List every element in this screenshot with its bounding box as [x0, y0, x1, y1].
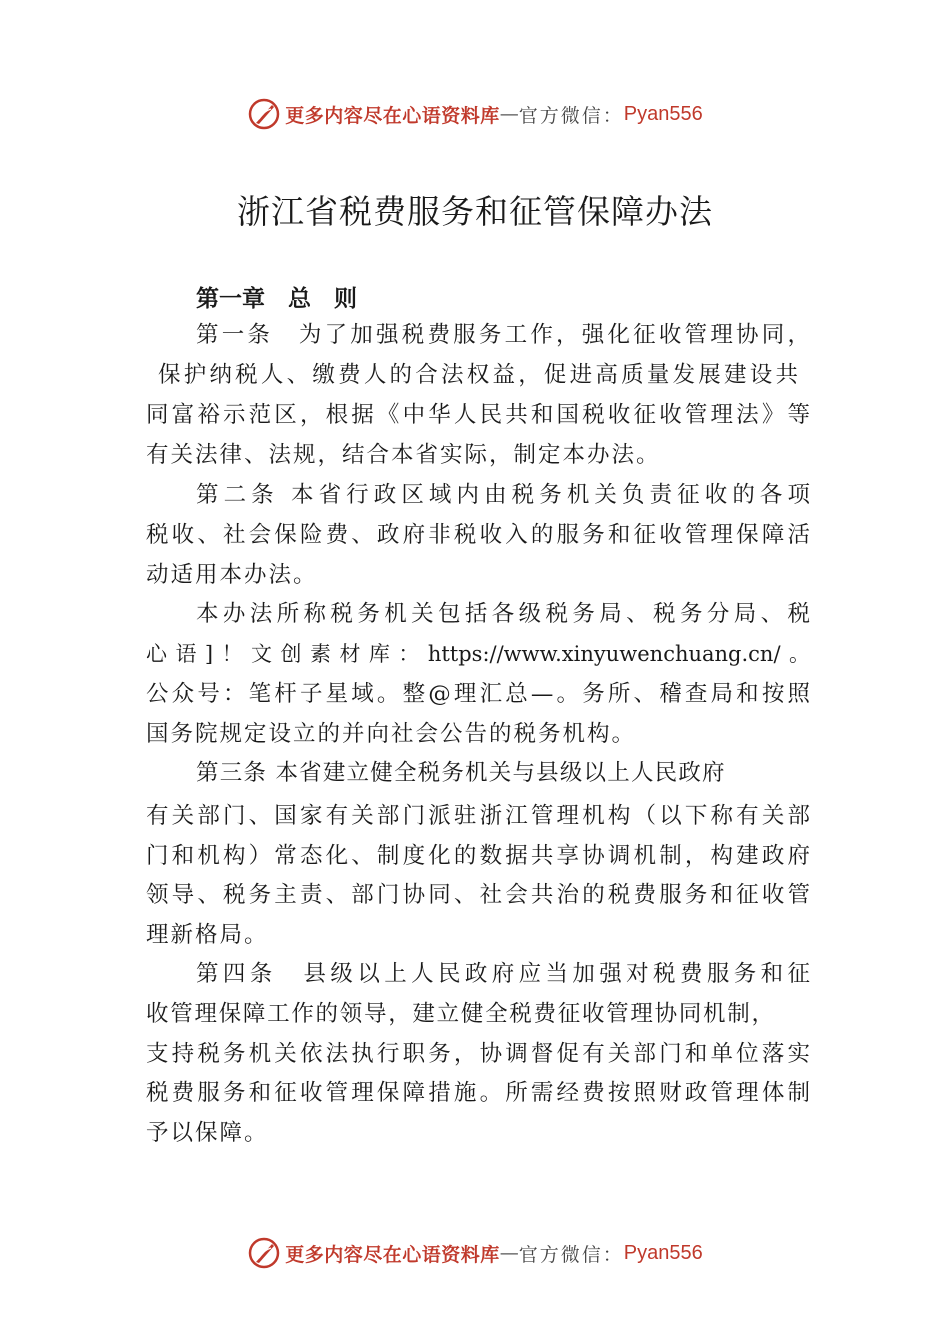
- banner-separator: —: [499, 1242, 519, 1264]
- chapter-heading: 第一章 总 则: [196, 286, 357, 312]
- banner-contact-label: 官方微信：: [518, 1243, 624, 1266]
- banner-wechat-id: Pyan556: [623, 102, 703, 125]
- article-1-line-3: 同富裕示范区，根据《中华人民共和国税收征收管理法》等: [146, 402, 810, 428]
- banner-wechat-id: Pyan556: [623, 1241, 703, 1264]
- article-4-line-3: 支持税务机关依法执行职务，协调督促有关部门和单位落实: [146, 1041, 810, 1067]
- article-4-line-4: 税费服务和征收管理保障措施。所需经费按照财政管理体制: [146, 1080, 810, 1106]
- article-3-line-3: 门和机构）常态化、制度化的数据共享协调机制，构建政府: [146, 843, 810, 869]
- article-2-para-2-line-1: 本办法所称税务机关包括各级税务局、税务分局、税: [196, 601, 810, 627]
- banner-brand-text: 更多内容尽在心语资料库: [285, 104, 500, 127]
- watermark-banner-top: [0, 94, 950, 134]
- article-3-line-1: 第三条 本省建立健全税务机关与县级以上人民政府: [196, 760, 726, 786]
- banner-separator: —: [499, 103, 519, 125]
- article-3-line-5: 理新格局。: [146, 922, 269, 948]
- watermark-banner-bottom: [0, 1233, 950, 1273]
- article-2-line-3: 动适用本办法。: [146, 562, 318, 588]
- article-3-line-2: 有关部门、国家有关部门派驻浙江管理机构（以下称有关部: [146, 803, 810, 829]
- article-2-line-1: 第二条 本省行政区域内由税务机关负责征收的各项: [196, 482, 810, 508]
- article-2-line-2: 税收、社会保险费、政府非税收入的服务和征收管理保障活: [146, 522, 810, 548]
- article-1-line-2: 保护纳税人、缴费人的合法权益，促进高质量发展建设共: [158, 362, 798, 388]
- article-4-line-2: 收管理保障工作的领导，建立健全税费征收管理协同机制，: [146, 1001, 774, 1027]
- banner-contact-label: 官方微信：: [518, 104, 624, 127]
- article-2-para-2-line-2: 心语]！文创素材库：https://www.xinyuwenchuang.cn/。: [146, 642, 810, 666]
- quill-seal-icon: [247, 1236, 281, 1270]
- banner-brand-text: 更多内容尽在心语资料库: [285, 1243, 500, 1266]
- article-3-line-4: 领导、税务主责、部门协同、社会共治的税费服务和征收管: [146, 882, 810, 908]
- article-1-line-1: 第一条 为了加强税费服务工作，强化征收管理协同，: [196, 322, 810, 348]
- article-2-para-2-line-4: 国务院规定设立的并向社会公告的税务机构。: [146, 721, 637, 747]
- document-title: 浙江省税费服务和征管保障办法: [237, 192, 713, 231]
- article-4-line-5: 予以保障。: [146, 1120, 269, 1146]
- article-2-para-2-line-3: 公众号：笔杆子星域。整@理汇总—。务所、稽查局和按照: [146, 681, 810, 707]
- quill-seal-icon: [247, 97, 281, 131]
- article-1-line-4: 有关法律、法规，结合本省实际，制定本办法。: [146, 442, 661, 468]
- article-4-line-1: 第四条 县级以上人民政府应当加强对税费服务和征: [196, 961, 810, 987]
